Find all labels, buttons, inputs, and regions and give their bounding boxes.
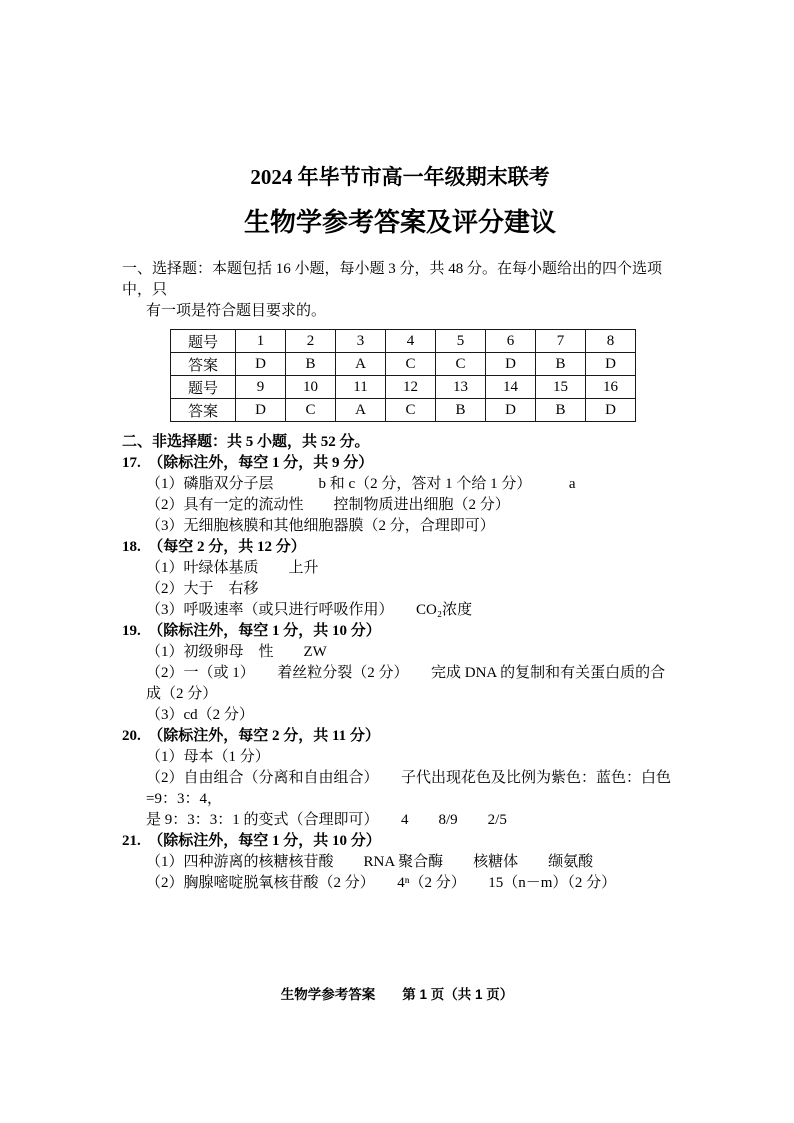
answer-cell: 1 (236, 330, 286, 353)
answer-cell: B (536, 353, 586, 376)
answer-cell: C (386, 353, 436, 376)
answer-cell: 6 (486, 330, 536, 353)
answer-line: （3）呼吸速率（或只进行呼吸作用） CO₂浓度 (146, 602, 473, 618)
answer-line: （1）磷脂双分子层 b 和 c（2 分，答对 1 个给 1 分） a (146, 476, 576, 492)
row-label-cell: 题号 (171, 330, 236, 353)
question-header: 19. （除标注外，每空 1 分，共 10 分） (122, 623, 381, 639)
answer-line: （2）具有一定的流动性 控制物质进出细胞（2 分） (146, 497, 510, 513)
answer-cell: 11 (336, 376, 386, 399)
answer-cell: D (236, 399, 286, 422)
question-block (122, 537, 678, 621)
answer-cell: 7 (536, 330, 586, 353)
answer-cell: C (436, 353, 486, 376)
answer-line: （2）胸腺嘧啶脱氧核苷酸（2 分） 4ⁿ（2 分） 15（n－m）（2 分） (146, 875, 617, 891)
answer-line: 是 9：3：3：1 的变式（合理即可） 4 8/9 2/5 (146, 812, 507, 828)
answer-table-row (171, 376, 636, 399)
section1-heading-line2: 有一项是符合题目要求的。 (146, 303, 327, 319)
answer-table (170, 329, 636, 422)
answer-cell: A (336, 399, 386, 422)
answer-key-title: 生物学参考答案及评分建议 (243, 208, 556, 237)
question-header: 17. （除标注外，每空 1 分，共 9 分） (122, 455, 374, 471)
row-label-cell: 答案 (171, 399, 236, 422)
answer-cell: 16 (586, 376, 636, 399)
answer-line: （1）初级卵母 性 ZW (146, 644, 327, 660)
answer-table-body (171, 330, 636, 422)
answer-line: （2）一（或 1） 着丝粒分裂（2 分） 完成 DNA 的复制和有关蛋白质的合成（2 分） (146, 665, 666, 702)
answer-cell: B (286, 353, 336, 376)
answer-cell: B (536, 399, 586, 422)
answer-cell: 10 (286, 376, 336, 399)
page-content (122, 163, 678, 894)
questions-container (122, 453, 678, 894)
answer-line: （3）无细胞核膜和其他细胞器膜（2 分，合理即可） (146, 518, 495, 534)
question-header: 21. （除标注外，每空 1 分，共 10 分） (122, 833, 381, 849)
question-header: 18. （每空 2 分，共 12 分） (122, 539, 306, 555)
answer-cell: D (236, 353, 286, 376)
answer-cell: D (486, 399, 536, 422)
question-block (122, 831, 678, 894)
question-block (122, 621, 678, 726)
answer-cell: A (336, 353, 386, 376)
exam-title: 2024 年毕节市高一年级期末联考 (250, 165, 550, 189)
answer-cell: D (586, 353, 636, 376)
page-footer: 生物学参考答案 第 1 页（共 1 页） (280, 987, 514, 1002)
answer-cell: C (286, 399, 336, 422)
section2-heading: 二、非选择题：共 5 小题，共 52 分。 (122, 434, 370, 450)
answer-line: （2）自由组合（分离和自由组合） 子代出现花色及比例为紫色：蓝色：白色=9：3：4， (146, 770, 672, 807)
answer-table-row (171, 330, 636, 353)
answer-cell: 14 (486, 376, 536, 399)
answer-cell: 12 (386, 376, 436, 399)
answer-cell: 8 (586, 330, 636, 353)
answer-cell: D (486, 353, 536, 376)
answer-cell: 4 (386, 330, 436, 353)
answer-line: （1）母本（1 分） (146, 749, 270, 765)
answer-table-row (171, 353, 636, 376)
question-header: 20. （除标注外，每空 2 分，共 11 分） (122, 728, 380, 744)
answer-cell: 15 (536, 376, 586, 399)
answer-cell: D (586, 399, 636, 422)
answer-cell: C (386, 399, 436, 422)
answer-cell: 13 (436, 376, 486, 399)
answer-line: （3）cd（2 分） (146, 707, 254, 723)
answer-cell: 5 (436, 330, 486, 353)
answer-line: （2）大于 右移 (146, 581, 259, 597)
answer-cell: 3 (336, 330, 386, 353)
row-label-cell: 题号 (171, 376, 236, 399)
answer-line: （1）四种游离的核糖核苷酸 RNA 聚合酶 核糖体 缬氨酸 (146, 854, 594, 870)
answer-cell: 9 (236, 376, 286, 399)
answer-cell: B (436, 399, 486, 422)
section1-heading-line1: 一、选择题：本题包括 16 小题，每小题 3 分，共 48 分。在每小题给出的四个选项中，只 (122, 261, 663, 298)
row-label-cell: 答案 (171, 353, 236, 376)
answer-table-row (171, 399, 636, 422)
question-block (122, 453, 678, 537)
question-block (122, 726, 678, 831)
answer-cell: 2 (286, 330, 336, 353)
answer-line: （1）叶绿体基质 上升 (146, 560, 319, 576)
